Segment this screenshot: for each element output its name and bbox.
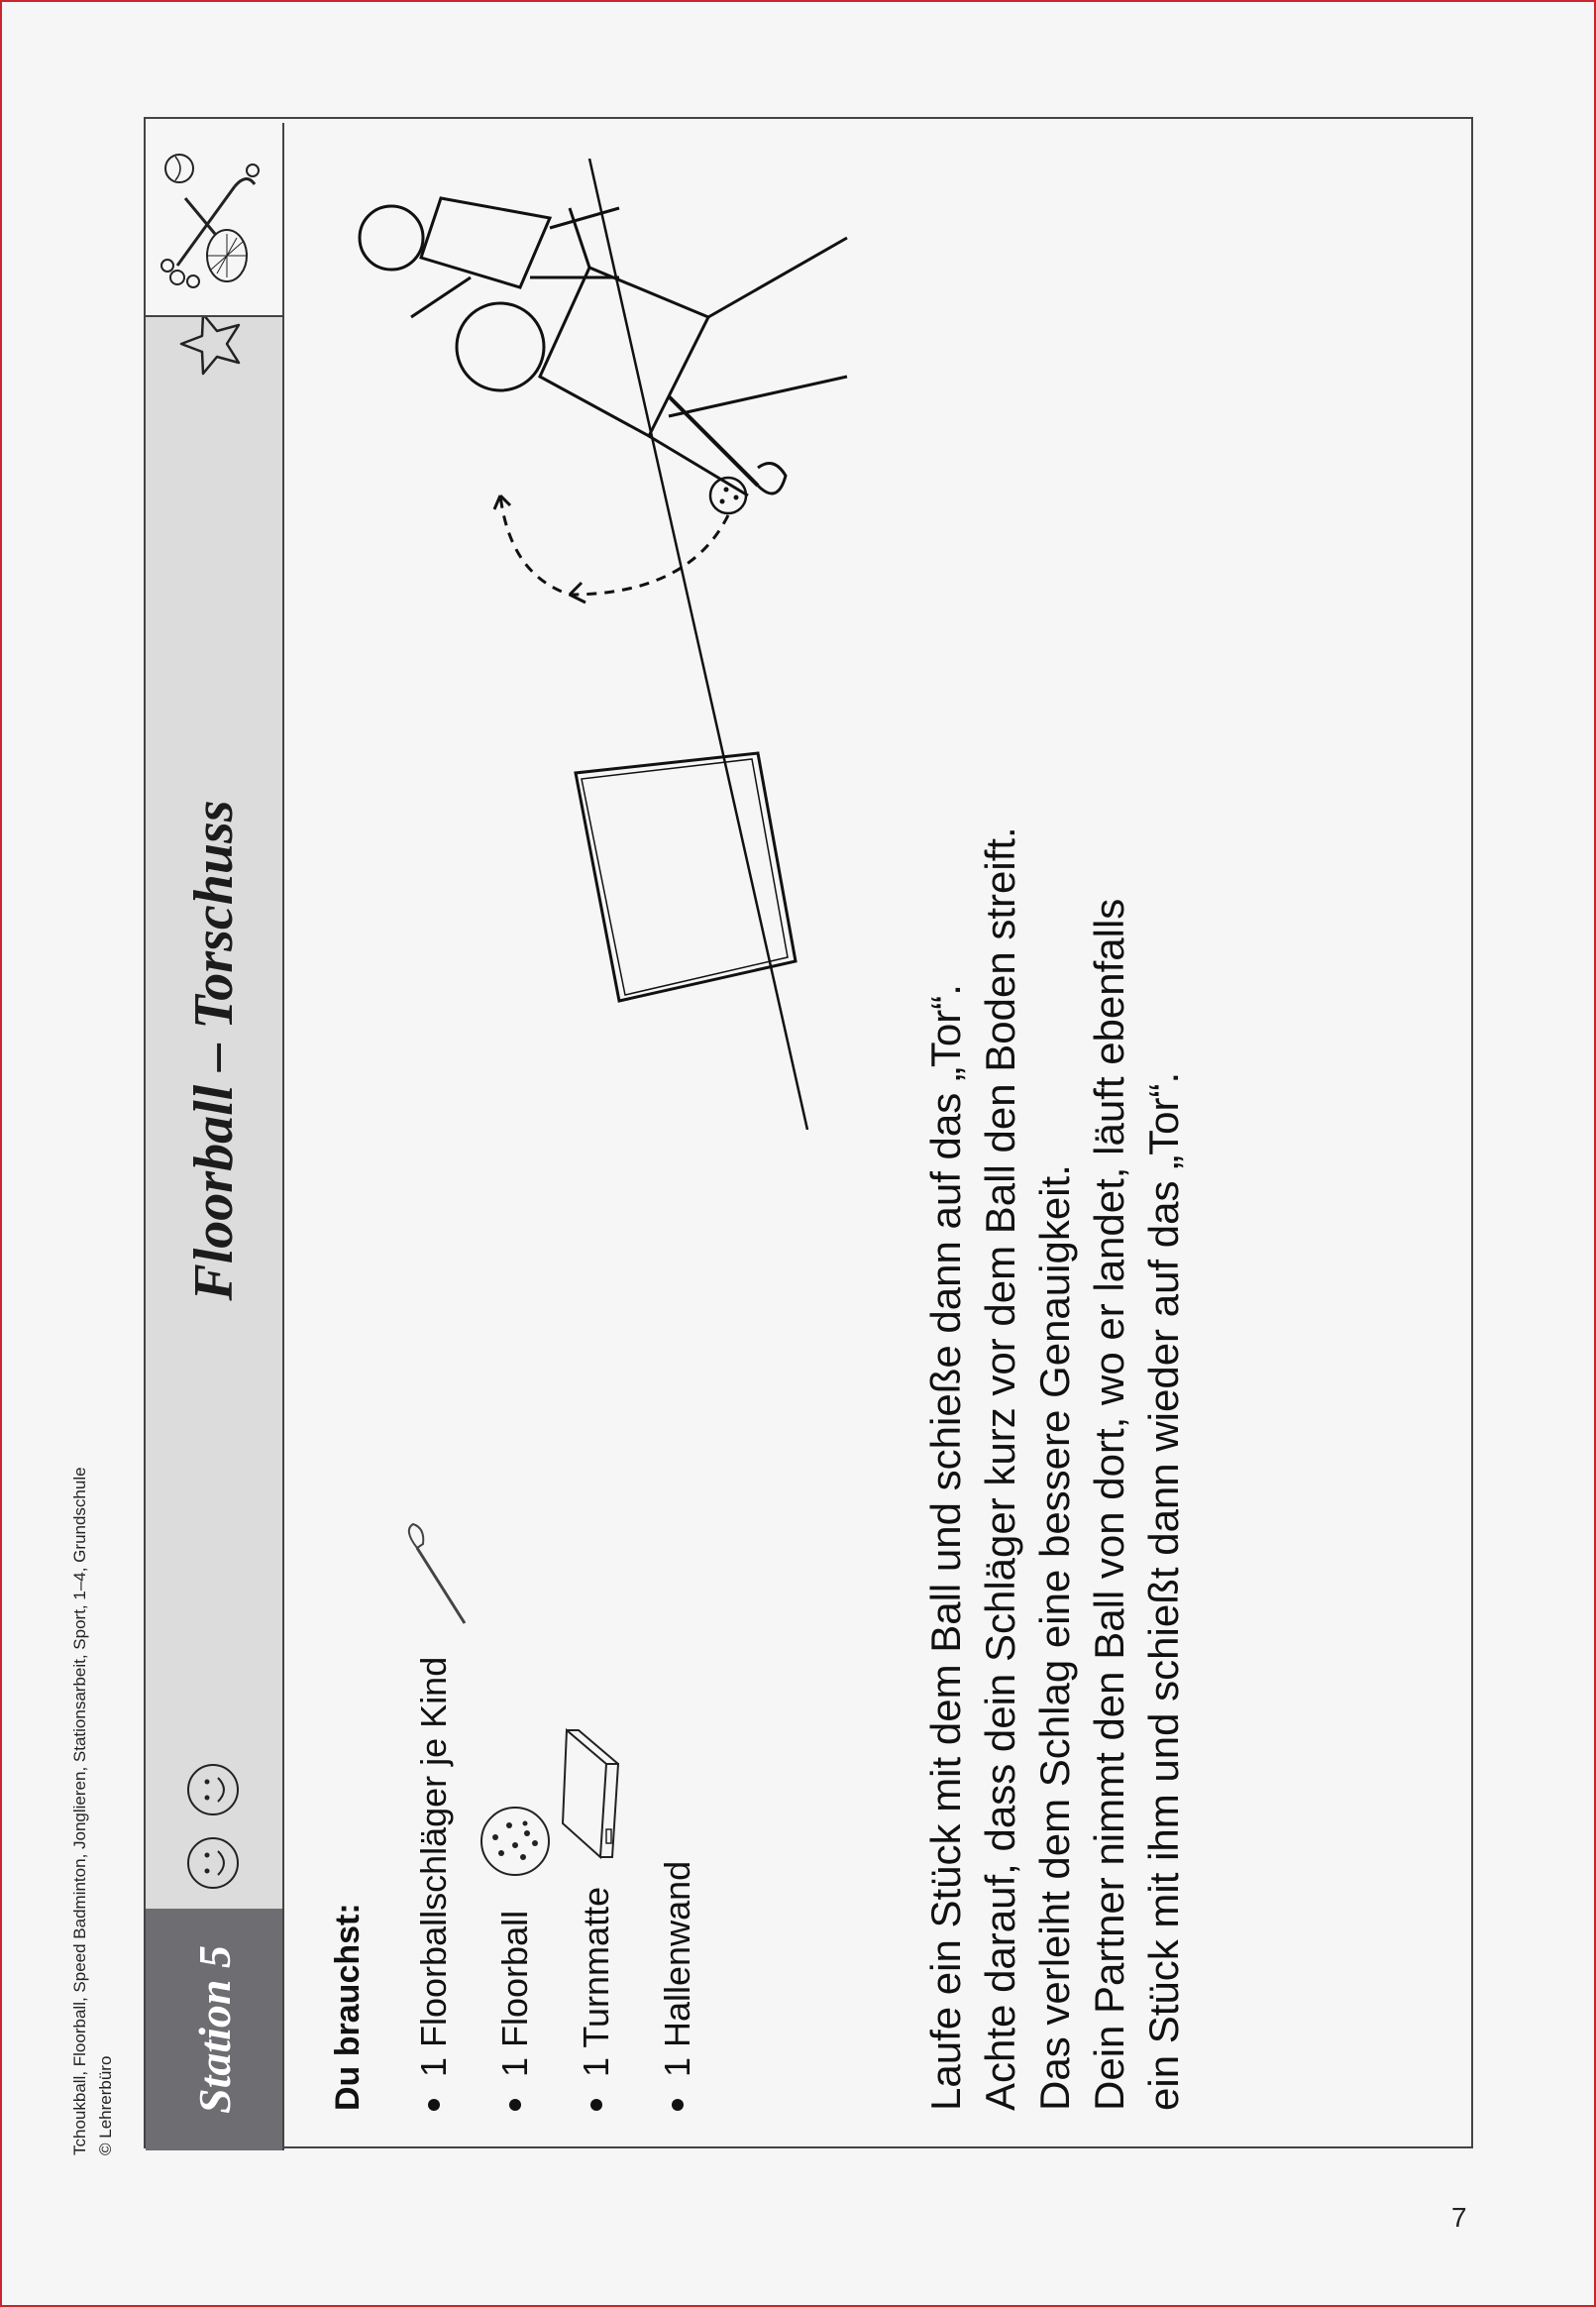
materials-item-mat: 1 Turnmatte <box>576 1886 616 2077</box>
smiley-icon <box>185 1835 241 1891</box>
bullet-icon <box>509 2099 521 2111</box>
gym-mat-icon <box>557 1724 636 1863</box>
materials-item-stick: 1 Floorballschläger je Kind <box>413 1656 454 2077</box>
list-item <box>637 1518 718 2111</box>
materials-list <box>393 1518 718 2111</box>
list-item <box>393 1518 475 2111</box>
floorball-stick-icon <box>399 1518 469 1627</box>
list-item <box>556 1518 637 2111</box>
materials-heading: Du brauchst: <box>329 1903 367 2111</box>
difficulty-smileys <box>185 1762 241 1891</box>
floorball-icon <box>476 1802 555 1881</box>
star-icon <box>177 311 243 377</box>
instruction-line: Dein Partner nimmt den Ball von dort, wo er landet, läuft ebenfalls <box>1086 898 1132 2111</box>
bullet-icon <box>672 2099 684 2111</box>
instructions <box>918 525 1191 2111</box>
materials-item-ball: 1 Floorball <box>494 1910 535 2077</box>
list-item <box>475 1518 556 2111</box>
worksheet <box>144 117 1473 2148</box>
players-shooting-illustration <box>292 159 966 1130</box>
instruction-line: Achte darauf, dass dein Schläger kurz vor dem Ball den Boden streift. <box>977 826 1023 2111</box>
materials-item-wall: 1 Hallenwand <box>657 1860 697 2077</box>
credit-series: Tchoukball, Floorball, Speed Badminton, Jonglieren, Stationsarbeit, Sport, 1–4, Grundschule <box>70 1467 89 2155</box>
credit-publisher: © Lehrerbüro <box>96 2055 115 2155</box>
instruction-line: Das verleiht dem Schlag eine bessere Genauigkeit. <box>1031 1164 1078 2111</box>
instruction-line: ein Stück mit ihm und schießt dann wieder auf das „Tor“. <box>1140 1071 1187 2111</box>
page-number: 7 <box>1451 2202 1467 2233</box>
bullet-icon <box>428 2099 440 2111</box>
header-bar <box>146 123 284 2150</box>
bullet-icon <box>590 2099 602 2111</box>
station-badge <box>146 1909 282 2150</box>
sports-equipment-cell <box>146 123 282 317</box>
sports-equipment-icon <box>156 147 272 295</box>
side-credit <box>67 1467 119 2155</box>
instruction-line: Laufe ein Stück mit dem Ball und schieße dann auf das „Tor“. <box>922 984 969 2111</box>
station-label: Station 5 <box>188 1945 240 2115</box>
smiley-icon <box>185 1762 241 1817</box>
worksheet-content <box>146 119 1475 2150</box>
page-title: Floorball – Torschuss <box>183 800 245 1301</box>
floorball-shot-illustration <box>292 159 971 1130</box>
